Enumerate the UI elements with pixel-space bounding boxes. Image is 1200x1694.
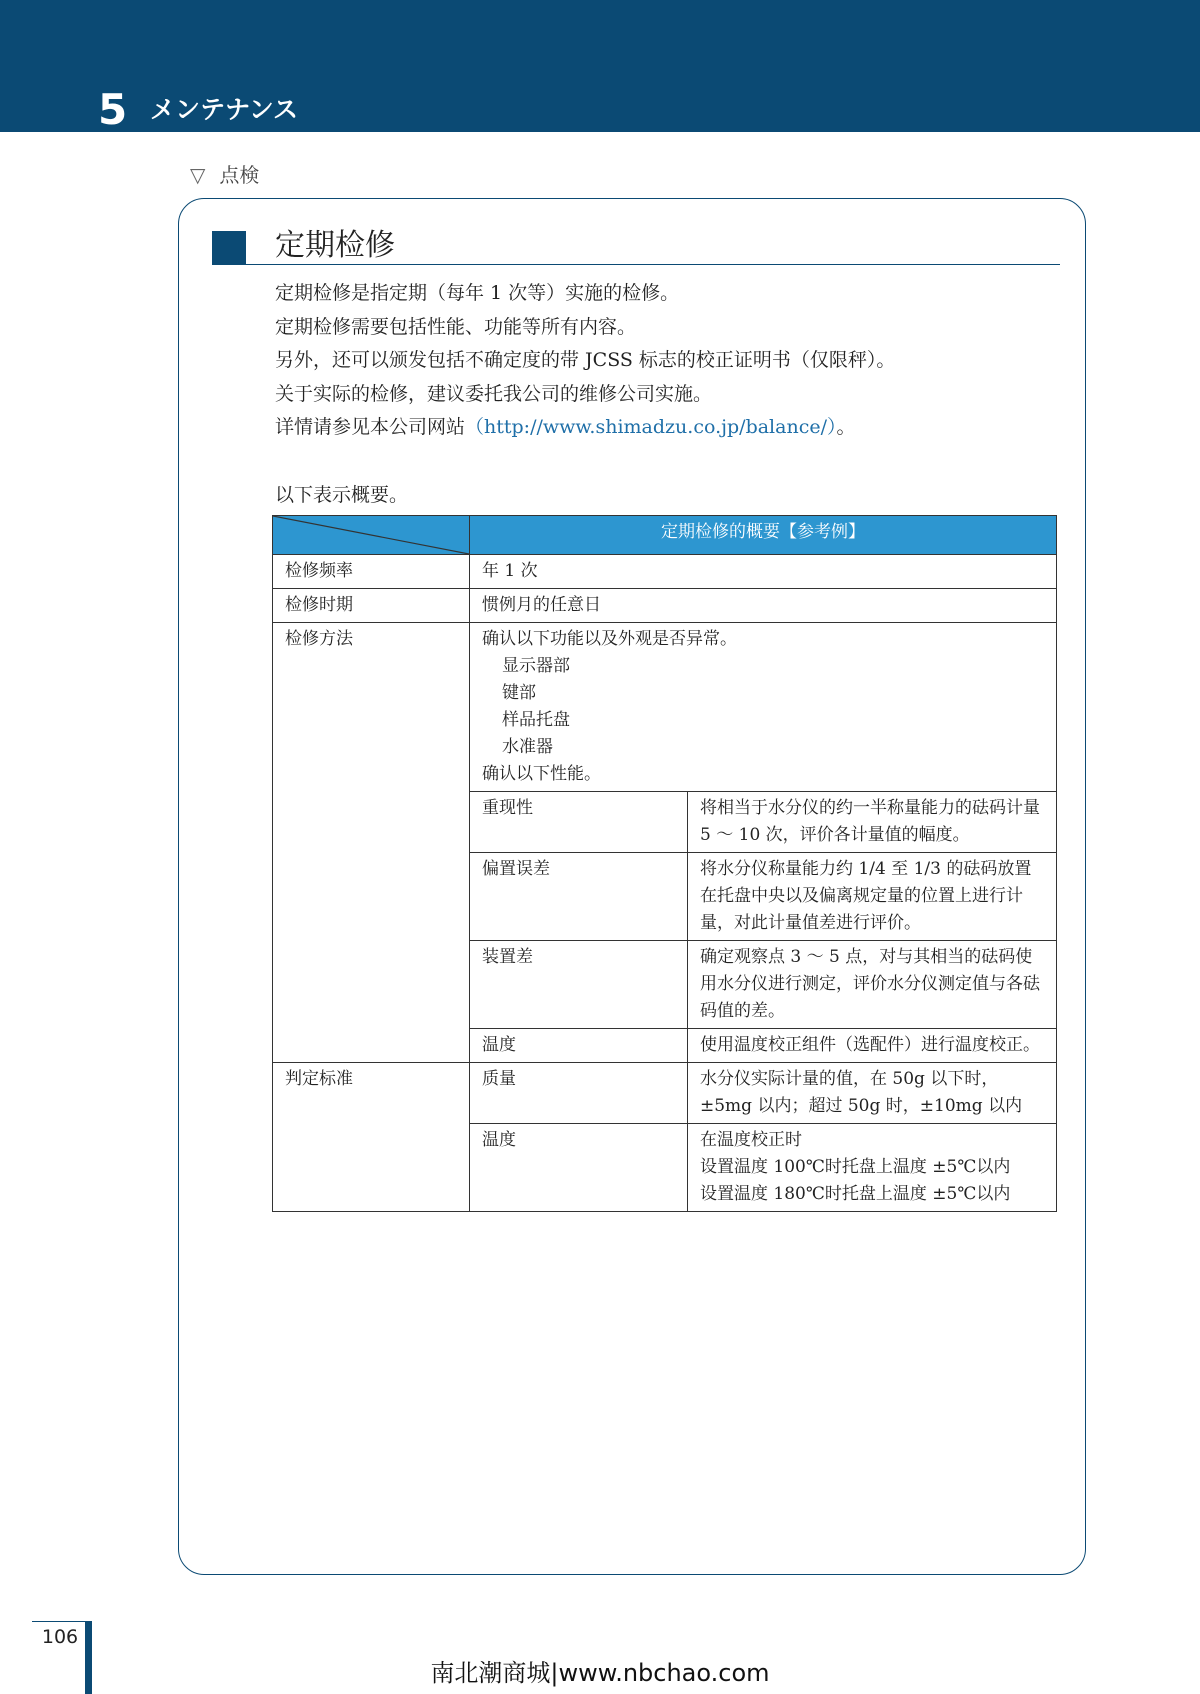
check-description: 使用温度校正组件（选配件）进行温度校正。 [688, 1029, 1057, 1063]
list-item: 水准器 [502, 737, 553, 757]
table-row [273, 623, 1057, 792]
table-row [273, 1063, 1057, 1124]
table-header-row [273, 516, 1057, 555]
row-label: 检修时期 [273, 589, 470, 623]
method-performance-intro: 确认以下性能。 [482, 764, 601, 784]
website-suffix: 。 [836, 416, 856, 438]
section-title: 定期检修 [275, 228, 395, 263]
criteria-name: 质量 [470, 1063, 688, 1124]
check-name: 偏置误差 [470, 853, 688, 941]
intro-line: 关于实际的检修，建议委托我公司的维修公司实施。 [275, 382, 713, 405]
list-item: 显示器部 [502, 656, 570, 676]
row-value: 惯例月的任意日 [470, 589, 1057, 623]
row-label: 检修方法 [273, 623, 470, 1063]
check-description: 确定观察点 3 ～ 5 点，对与其相当的砝码使用水分仪进行测定，评价水分仪测定值与各砝码值的差。 [688, 941, 1057, 1029]
list-item: 键部 [502, 683, 536, 703]
table-row [273, 589, 1057, 623]
criteria-line: 在温度校正时 [700, 1130, 802, 1150]
table-lead-text: 以下表示概要。 [275, 484, 409, 506]
check-description: 将水分仪称量能力约 1/4 至 1/3 的砝码放置在托盘中央以及偏离规定量的位置上进行计量，对此计量值差进行评价。 [688, 853, 1057, 941]
row-label: 判定标准 [273, 1063, 470, 1212]
intro-line: 另外，还可以颁发包括不确定度的带 JCSS 标志的校正证明书（仅限秤）。 [275, 349, 896, 371]
method-intro: 确认以下功能以及外观是否异常。 [482, 629, 737, 649]
row-label: 检修频率 [273, 555, 470, 589]
list-item: 样品托盘 [502, 710, 570, 730]
intro-line: 定期检修是指定期（每年 1 次等）实施的检修。 [275, 282, 680, 304]
inspection-summary-table [272, 515, 1057, 1212]
intro-line: 定期检修需要包括性能、功能等所有内容。 [275, 315, 637, 338]
intro-paragraph [275, 277, 1055, 445]
intro-line-website [275, 411, 1055, 445]
subsection-heading [190, 160, 259, 190]
criteria-line: 设置温度 180℃时托盘上温度 ±5℃以内 [700, 1184, 1011, 1204]
website-prefix: 详情请参见本公司网站 [275, 416, 466, 438]
check-description: 将相当于水分仪的约一半称量能力的砝码计量 5 ～ 10 次，评价各计量值的幅度。 [688, 792, 1057, 853]
triangle-down-outline-icon: ▽ [190, 163, 206, 187]
page-number: 106 [41, 1626, 79, 1648]
chapter-number: 5 [98, 85, 128, 134]
chapter-title: メンテナンス [150, 95, 299, 124]
diagonal-line [273, 516, 469, 554]
check-name: 重现性 [470, 792, 688, 853]
check-name: 温度 [470, 1029, 688, 1063]
subsection-title: 点検 [219, 163, 260, 187]
method-function-check [470, 623, 1057, 792]
criteria-description [688, 1124, 1057, 1212]
footer-watermark-site: 南北潮商城|www.nbchao.com [430, 1659, 770, 1687]
table-row [273, 555, 1057, 589]
check-name: 装置差 [470, 941, 688, 1029]
criteria-name: 温度 [470, 1124, 688, 1212]
section-title-underline [212, 264, 1060, 265]
criteria-line: 设置温度 100℃时托盘上温度 ±5℃以内 [700, 1157, 1011, 1177]
table-header-title: 定期检修的概要【参考例】 [470, 516, 1057, 555]
criteria-description: 水分仪实际计量的值，在 50g 以下时，±5mg 以内；超过 50g 时，±10mg 以内 [688, 1063, 1057, 1124]
table-corner-cell [273, 516, 470, 555]
section-marker-square [212, 231, 246, 265]
row-value: 年 1 次 [470, 555, 1057, 589]
website-link[interactable]: （http://www.shimadzu.co.jp/balance/） [465, 416, 837, 438]
